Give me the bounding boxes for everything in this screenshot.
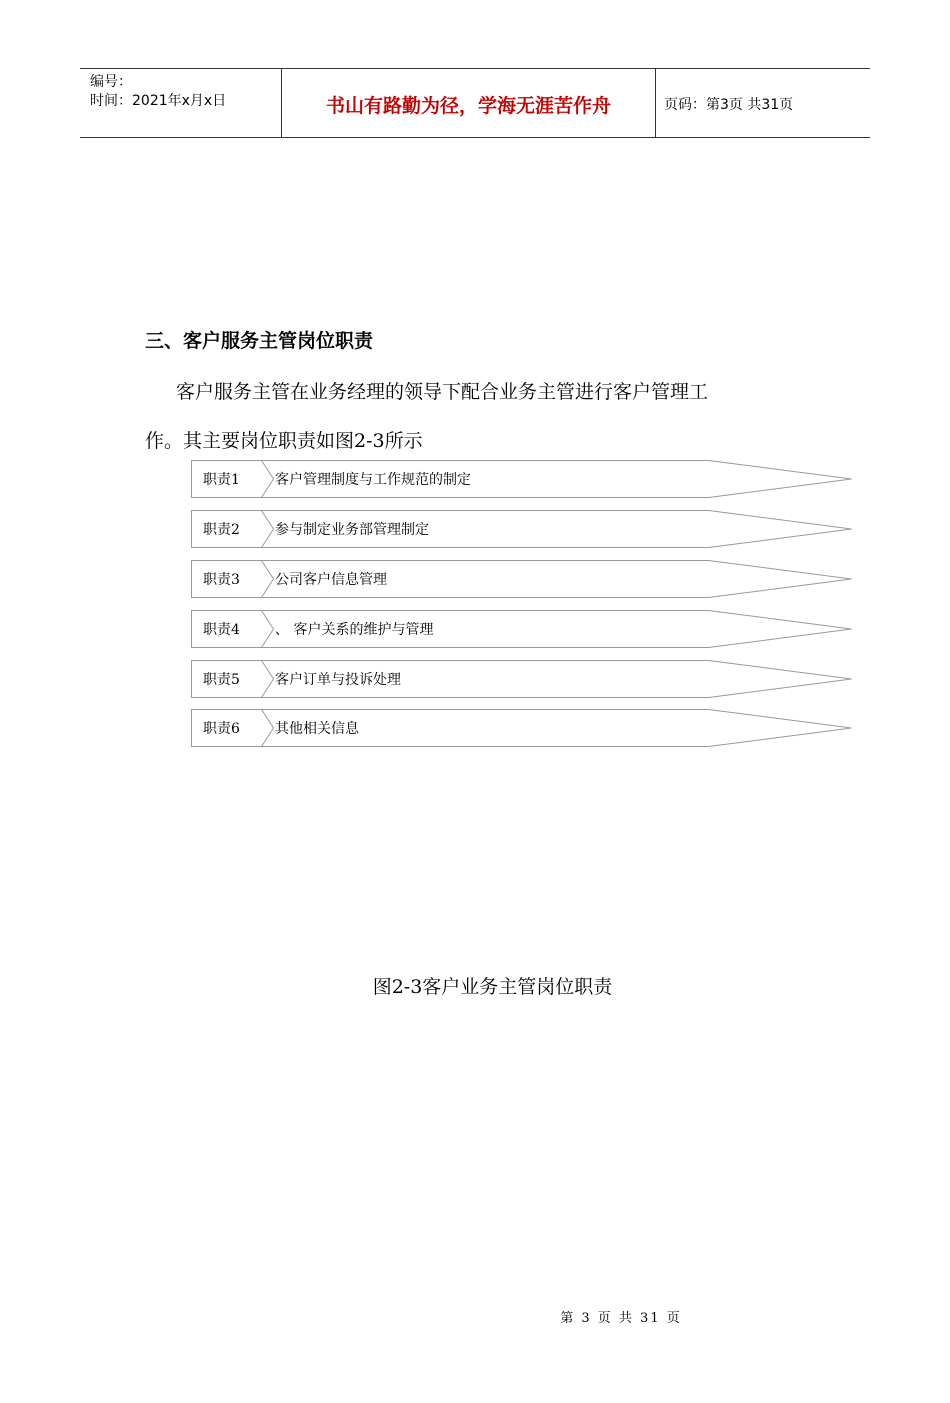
duty-text: 客户订单与投诉处理 (275, 672, 401, 688)
duty-row (191, 560, 853, 598)
number-label: 编号： (90, 74, 132, 90)
duty-text: 客户管理制度与工作规范的制定 (275, 472, 471, 488)
page-header (80, 68, 870, 138)
section-title: 三、客户服务主管岗位职责 (145, 330, 374, 352)
header-center-cell (281, 69, 656, 137)
duty-tag: 职责1 (203, 472, 240, 488)
duty-text: 、 客户关系的维护与管理 (275, 622, 434, 638)
duty-row (191, 660, 853, 698)
duty-text: 其他相关信息 (275, 721, 359, 737)
header-motto: 书山有路勤为径，学海无涯苦作舟 (325, 95, 611, 117)
page-footer: 第 3 页 共 31 页 (560, 1311, 682, 1326)
duty-tag: 职责6 (203, 721, 240, 737)
duty-row (191, 610, 853, 648)
header-left-cell (80, 69, 281, 137)
duty-text: 参与制定业务部管理制定 (275, 522, 429, 538)
duty-text: 公司客户信息管理 (275, 572, 387, 588)
header-right-cell (655, 69, 870, 137)
duty-tag: 职责3 (203, 572, 240, 588)
duty-row (191, 510, 853, 548)
duty-row (191, 460, 853, 498)
paragraph-line-1: 客户服务主管在业务经理的领导下配合业务主管进行客户管理工 (176, 381, 709, 403)
duty-tag: 职责5 (203, 672, 240, 688)
paragraph-line-2: 作。其主要岗位职责如图2-3所示 (145, 430, 423, 452)
time-label: 时间：2021年x月x日 (90, 93, 227, 109)
page-info: 页码：第3页 共31页 (664, 97, 794, 113)
figure-caption: 图2-3客户业务主管岗位职责 (372, 976, 613, 998)
duty-tag: 职责4 (203, 622, 240, 638)
duty-row (191, 709, 853, 747)
duty-tag: 职责2 (203, 522, 240, 538)
